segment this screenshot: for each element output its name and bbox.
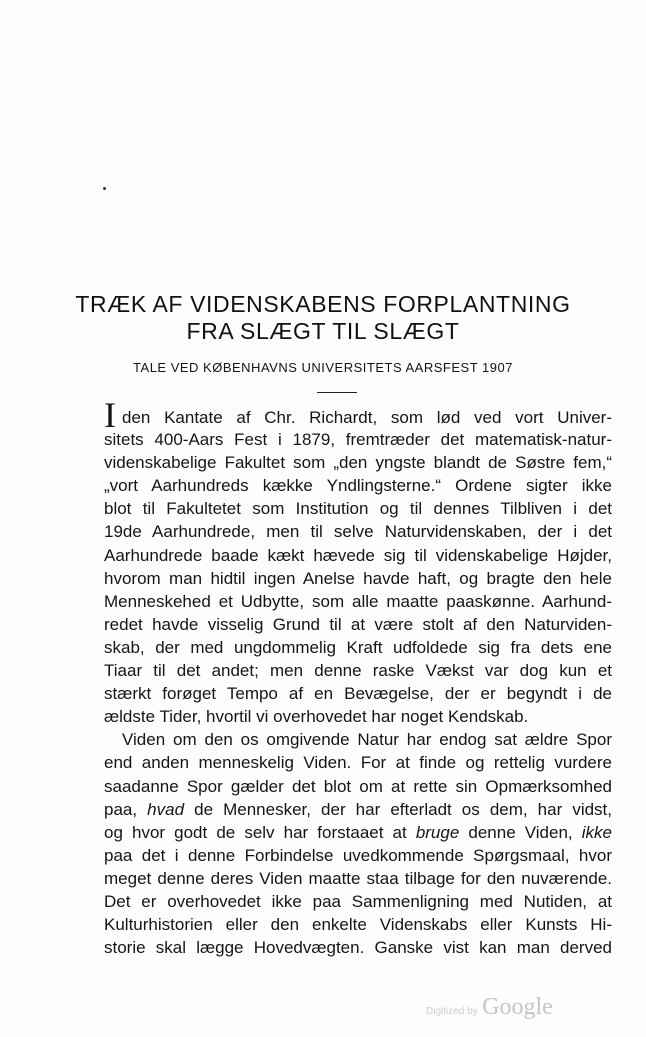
text-line: videnskabelige Fakultet som „den yngste blandt de Søstre fem,“	[104, 453, 612, 473]
text-line: Iden Kantate af Chr. Richardt, som lød ved vort Univer-	[104, 395, 612, 435]
text-line: Kulturhistorien eller den enkelte Videnskabs eller Kunsts Hi-	[104, 915, 612, 935]
emphasis: bruge	[415, 822, 460, 842]
emphasis: hvad	[147, 799, 185, 819]
text-line: 19de Aarhundrede, men til selve Naturvidenskaben, der i det	[104, 522, 612, 542]
text-line: hvorom man hidtil ingen Anelse havde haft, og bragte den hele	[104, 568, 612, 588]
emphasis: ikke	[581, 822, 612, 842]
text-line: stærkt forøget Tempo af en Bevægelse, der er begyndt i de	[104, 684, 612, 704]
text-line: „vort Aarhundreds kække Yndlingsterne.“ Ordene sigter ikke	[104, 476, 612, 496]
digitized-watermark	[426, 994, 553, 1021]
text-line: Menneskehed et Udbytte, som alle maatte paaskønne. Aarhund-	[104, 591, 612, 611]
text-line: Aarhundrede baade kækt hævede sig til videnskabelige Højder,	[104, 545, 612, 565]
title-line-2: FRA SLÆGT TIL SLÆGT	[186, 318, 460, 344]
divider-rule	[317, 392, 357, 393]
text-line: end anden menneskelig Viden. For at finde og rettelig vurdere	[104, 753, 612, 773]
text-line: Det er overhovedet ikke paa Sammenligning med Nutiden, at	[104, 891, 612, 911]
text-line: Tiaar til det andet; men denne raske Vækst var dog kun et	[104, 661, 612, 681]
title-line-1: TRÆK AF VIDENSKABENS FORPLANTNING	[75, 291, 571, 317]
stray-dot	[103, 187, 106, 190]
text-line: redet havde visselig Grund til at være stolt af den Naturviden-	[104, 614, 612, 634]
text-line: Viden om den os omgivende Natur har endog sat ældre Spor	[122, 730, 612, 750]
text-line: storie skal lægge Hovedvægten. Ganske vist kan man derved	[104, 938, 612, 958]
text-line: saadanne Spor gælder det blot om at rette sin Opmærksomhed	[104, 776, 612, 796]
text-line: sitets 400-Aars Fest i 1879, fremtræder det matematisk-natur-	[104, 430, 612, 450]
text-line: paa, hvad de Mennesker, der har efterladt os dem, har vidst,	[104, 799, 612, 819]
text-line: skab, der med ungdommelig Kraft udfoldede sig fra dets ene	[104, 637, 612, 657]
digitized-label: Digitized by	[426, 1006, 478, 1017]
google-logo: Google	[482, 994, 553, 1020]
drop-cap: I	[104, 395, 116, 435]
text-line: blot til Fakultetet som Institution og til dennes Tilbliven i det	[104, 499, 612, 519]
subtitle: TALE VED KØBENHAVNS UNIVERSITETS AARSFEST 1907	[133, 360, 513, 375]
body-text	[104, 395, 612, 959]
text-line: meget denne deres Viden maatte staa tilbage for den nuværende.	[104, 868, 612, 888]
text-line: ældste Tider, hvortil vi overhovedet har noget Kendskab.	[104, 707, 529, 727]
text-line: og hvor godt de selv har forstaaet at bruge denne Viden, ikke	[104, 822, 612, 842]
text-line: paa det i denne Forbindelse uvedkommende Spørgsmaal, hvor	[104, 845, 612, 865]
